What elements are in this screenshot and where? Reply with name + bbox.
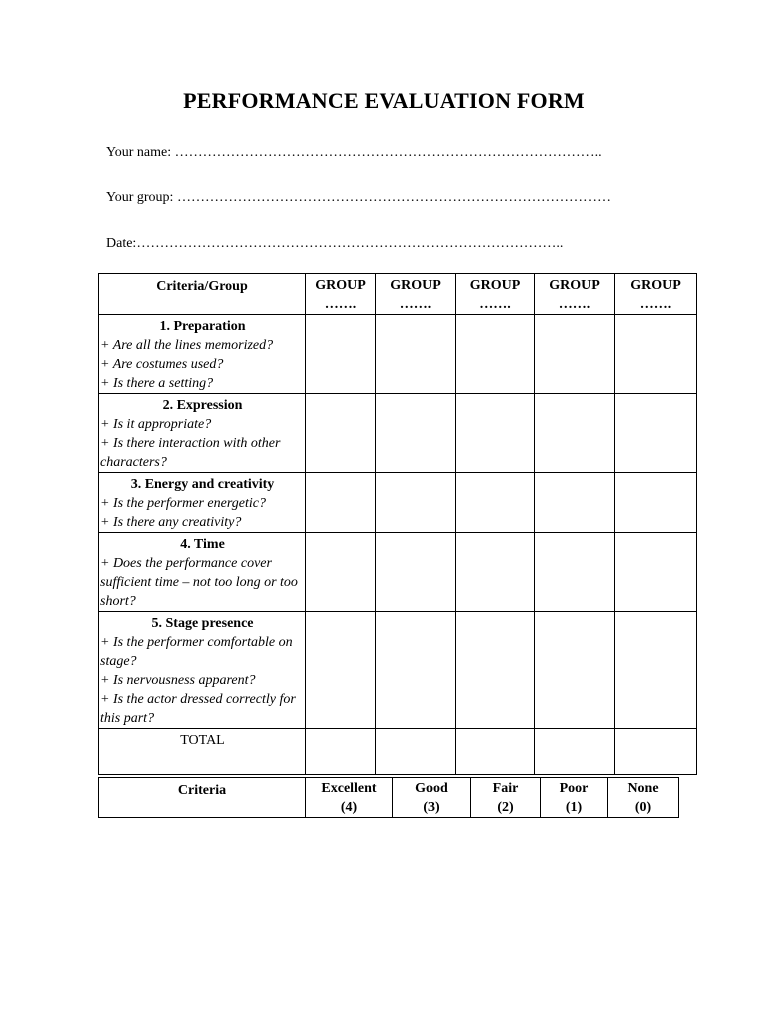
score-cell[interactable] (535, 394, 615, 473)
group-header (376, 274, 456, 315)
rating-level (471, 778, 541, 818)
rating-scale-row (99, 778, 679, 818)
score-cell[interactable] (615, 394, 697, 473)
score-cell[interactable] (615, 473, 697, 533)
score-cell[interactable] (306, 473, 376, 533)
group-header-label: GROUP (315, 278, 366, 293)
criteria-cell (99, 315, 306, 394)
criteria-question: + Is the performer comfortable on stage? (100, 635, 293, 669)
score-cell[interactable] (535, 612, 615, 729)
group-header-dots: ……. (479, 297, 511, 312)
criteria-question: + Are costumes used? (100, 357, 224, 372)
score-cell[interactable] (615, 315, 697, 394)
score-cell[interactable] (306, 533, 376, 612)
criteria-cell (99, 612, 306, 729)
date-field[interactable] (106, 236, 563, 252)
criteria-heading: 5. Stage presence (151, 616, 254, 631)
criteria-question: + Does the performance cover sufficient time – not too long or too short? (100, 556, 298, 609)
score-cell[interactable] (456, 473, 535, 533)
score-cell[interactable] (456, 612, 535, 729)
score-cell[interactable] (615, 612, 697, 729)
rating-level (608, 778, 679, 818)
criteria-row (99, 394, 697, 473)
group-header-label: GROUP (390, 278, 441, 293)
group-field[interactable] (106, 190, 611, 206)
rating-level (393, 778, 471, 818)
name-field-dots: ……………………………………………………………………………….. (174, 145, 602, 160)
group-header-label: GROUP (469, 278, 521, 293)
score-cell[interactable] (376, 612, 456, 729)
date-field-label: Date: (106, 236, 137, 251)
criteria-cell (99, 533, 306, 612)
score-cell[interactable] (615, 533, 697, 612)
total-score-cell[interactable] (456, 729, 535, 775)
rating-level-score: (3) (423, 800, 440, 815)
group-header-dots: ……. (639, 297, 672, 312)
date-field-dots: ……………………………………………………………………………….. (136, 236, 564, 251)
criteria-question: + Are all the lines memorized? (100, 338, 274, 353)
criteria-question: + Is the actor dressed correctly for this part? (100, 692, 296, 726)
criteria-row (99, 473, 697, 533)
criteria-heading: 1. Preparation (159, 319, 246, 334)
rating-level-name: Fair (492, 781, 519, 796)
rating-scale-table (98, 777, 679, 818)
criteria-question: + Is nervousness apparent? (100, 673, 256, 688)
criteria-question: + Is there interaction with other characters? (100, 436, 281, 470)
criteria-row (99, 612, 697, 729)
rating-criteria-header: Criteria (99, 778, 306, 818)
evaluation-table (98, 273, 697, 775)
group-header-dots: ……. (324, 297, 357, 312)
rating-level-score: (4) (340, 800, 358, 815)
group-header-dots: ……. (399, 297, 432, 312)
criteria-heading: 3. Energy and creativity (130, 477, 275, 492)
group-header-dots: ……. (558, 297, 591, 312)
total-score-cell[interactable] (615, 729, 697, 775)
group-field-label: Your group: (106, 190, 174, 205)
group-header (535, 274, 615, 315)
score-cell[interactable] (306, 612, 376, 729)
total-score-cell[interactable] (376, 729, 456, 775)
page-title: PERFORMANCE EVALUATION FORM (183, 88, 585, 113)
group-header-label: GROUP (549, 278, 600, 293)
score-cell[interactable] (306, 315, 376, 394)
score-cell[interactable] (456, 315, 535, 394)
group-field-dots: ………………………………………………………………………………… (176, 190, 611, 205)
score-cell[interactable] (535, 315, 615, 394)
score-cell[interactable] (456, 394, 535, 473)
criteria-heading: 4. Time (180, 537, 225, 552)
score-cell[interactable] (376, 533, 456, 612)
criteria-question: + Is there a setting? (100, 376, 214, 391)
rating-level-score: (1) (565, 800, 583, 815)
criteria-cell (99, 473, 306, 533)
total-cell (99, 729, 306, 775)
rating-level-name: None (627, 781, 659, 796)
header-row (99, 274, 697, 315)
score-cell[interactable] (376, 473, 456, 533)
criteria-question: + Is the performer energetic? (100, 496, 266, 511)
score-cell[interactable] (376, 315, 456, 394)
criteria-row (99, 533, 697, 612)
total-row (99, 729, 697, 775)
criteria-cell (99, 394, 306, 473)
criteria-group-header: Criteria/Group (99, 274, 306, 315)
group-header (615, 274, 697, 315)
rating-level-name: Poor (559, 781, 589, 796)
name-field-label: Your name: (106, 145, 172, 160)
score-cell[interactable] (535, 533, 615, 612)
rating-level (306, 778, 393, 818)
total-score-cell[interactable] (535, 729, 615, 775)
score-cell[interactable] (456, 533, 535, 612)
rating-level (541, 778, 608, 818)
criteria-question: + Is it appropriate? (100, 417, 212, 432)
score-cell[interactable] (535, 473, 615, 533)
group-header (306, 274, 376, 315)
total-score-cell[interactable] (306, 729, 376, 775)
criteria-question: + Is there any creativity? (100, 515, 242, 530)
total-label: TOTAL (180, 733, 225, 748)
rating-level-name: Excellent (321, 781, 377, 796)
group-header (456, 274, 535, 315)
rating-level-score: (2) (497, 800, 514, 815)
criteria-heading: 2. Expression (162, 398, 243, 413)
name-field[interactable] (106, 145, 602, 161)
group-header-label: GROUP (630, 278, 681, 293)
rating-level-name: Good (415, 781, 448, 796)
criteria-row (99, 315, 697, 394)
score-cell[interactable] (306, 394, 376, 473)
rating-level-score: (0) (634, 800, 652, 815)
score-cell[interactable] (376, 394, 456, 473)
